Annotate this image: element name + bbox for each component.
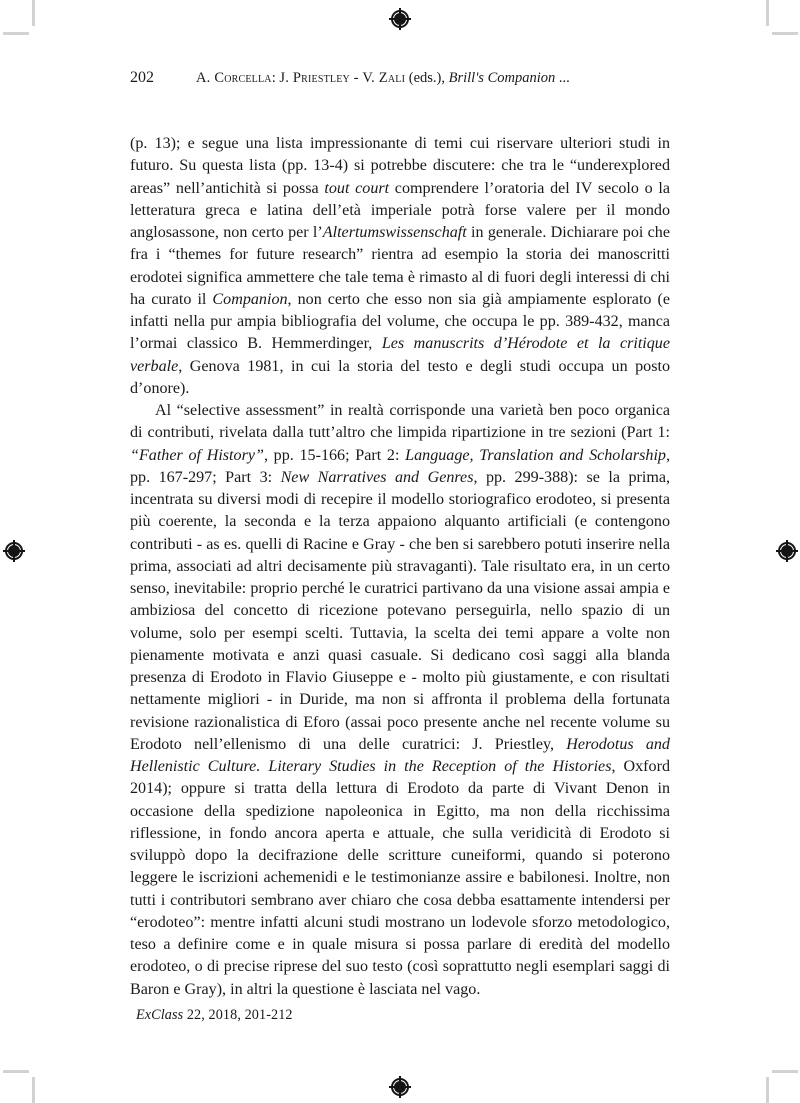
running-head-title: Brill's Companion bbox=[448, 70, 556, 86]
text-run: , non certo che esso non sia già ampiamente esplorato (e infatti nella pur ampia bibliografia del volume, che occupa le pp. 389-432, manca l’ormai classico B. Hemmerdinger, bbox=[130, 290, 670, 353]
italic-run: tout court bbox=[324, 179, 390, 197]
crop-mark-top-right-vertical bbox=[766, 0, 769, 26]
italic-run: “Father of History” bbox=[130, 446, 264, 464]
running-head-separator: : bbox=[271, 70, 280, 86]
running-head-editors-note: (eds.), bbox=[405, 70, 449, 86]
text-run: in generale. Dichiarare poi che fra i “themes for future research” rientra ad esempio la storia dei manoscritti erodotei significa ammettere che tale tema è rimasto al di fuori degli interessi di chi ha curato il bbox=[130, 224, 670, 308]
colophon-citation: 22, 2018, 201-212 bbox=[183, 1007, 293, 1023]
crop-mark-bottom-left-vertical bbox=[32, 1077, 35, 1103]
running-head-editors: J. Priestley - V. Zali bbox=[279, 70, 406, 86]
running-head bbox=[130, 68, 675, 88]
text-run: Al “selective assessment” in realtà corrisponde una varietà ben poco organica di contributi, rivelata dalla tutt’altro che limpida ripartizione in tre sezioni (Part 1: bbox=[130, 402, 670, 442]
paragraph-1 bbox=[130, 133, 670, 400]
colophon bbox=[136, 1006, 293, 1025]
crop-mark-top-right-horizontal bbox=[772, 32, 798, 35]
registration-mark-right bbox=[776, 540, 798, 562]
registration-mark-left bbox=[3, 540, 25, 562]
paragraph-2 bbox=[130, 400, 670, 1001]
text-run: (p. 13); e segue una lista impressionante di temi cui riservare ulteriori studi in futuro. Su questa lista (pp. 13-4) si potrebbe discutere: che tra le “underexplored areas” nell’antichità si possa bbox=[130, 135, 670, 197]
text-run: , Genova 1981, in cui la storia del testo e degli studi occupa un posto d’onore). bbox=[130, 357, 670, 397]
registration-dot bbox=[394, 13, 406, 25]
italic-run: Language, Translation and Scholarship bbox=[405, 446, 666, 464]
text-run: , Oxford 2014); oppure si tratta della lettura di Erodoto da parte di Vivant Denon in occasione della spedizione napoleonica in Egitto, ma non della ricchissima riflessione, in fondo ancora aperta e attuale, che sulla veridicità di Erodoto si sviluppò dopo la decifrazione delle scritture cuneiformi, quando si poterono leggere le iscrizioni achemenidi e le testimonianze assire e babilonesi. Inoltre, non tutti i contributori sembrano aver chiaro che cosa debba esattamente intendersi per “erodoteo”: mentre infatti alcuni studi mostrano un lodevole sforzo metodologico, teso a definire come e in quale misura si possa parlare di eredità del modello erodoteo, o di precise riprese del suo testo (così soprattutto negli esemplari saggi di Baron e Gray), in altri la questione è lasciata nel vago. bbox=[130, 758, 670, 998]
registration-mark-top bbox=[389, 8, 411, 30]
running-head-ellipsis: ... bbox=[555, 70, 570, 86]
text-run: comprendere l’oratoria del IV secolo o la letteratura greca e latina dell’età imperiale potrà forse valere per il mondo anglosassone, non certo per l’ bbox=[130, 179, 671, 241]
registration-dot bbox=[394, 1081, 406, 1093]
italic-run: Companion bbox=[212, 290, 288, 308]
colophon-journal: ExClass bbox=[136, 1007, 184, 1023]
registration-dot bbox=[8, 545, 20, 557]
crop-mark-top-left-horizontal bbox=[3, 32, 29, 35]
crop-mark-top-left-vertical bbox=[32, 0, 35, 26]
text-run: , pp. 167-297; Part 3: bbox=[130, 446, 670, 486]
italic-run: Les manuscrits d’Hérodote et la critique verbale bbox=[130, 335, 670, 375]
crop-mark-bottom-right-horizontal bbox=[772, 1070, 798, 1073]
italic-run: Altertumswissenschaft bbox=[322, 224, 467, 241]
italic-run: New Narratives and Genres bbox=[280, 468, 474, 486]
running-head-author: A. Corcella bbox=[196, 70, 272, 86]
italic-run: Herodotus and Hellenistic Culture. Literary Studies in the Reception of the Histories bbox=[130, 735, 670, 775]
body-text bbox=[130, 133, 670, 1001]
crop-mark-bottom-left-horizontal bbox=[3, 1070, 29, 1073]
registration-mark-bottom bbox=[389, 1076, 411, 1098]
text-run: , pp. 15-166; Part 2: bbox=[263, 446, 406, 464]
text-run: , pp. 299-388): se la prima, incentrata su diversi modi di recepire il modello storiografico erodoteo, si presenta più coerente, la seconda e la terza appaiono alquanto artificiali (e contengono contributi - as es. quelli di Racine e Gray - che ben si sarebbero potuti inserire nella prima, associati ad altri decisamente più stravaganti). Tale risultato era, in un certo senso, inevitabile: proprio perché le curatrici partivano da una visione assai ampia e ambiziosa del concetto di ricezione potevano perseguirla, nello spazio di un volume, solo per esempi scelti. Tuttavia, la scelta dei temi appare a volte non pienamente motivata e anzi quasi casuale. Si dedicano così saggi alla blanda presenza di Erodoto in Flavio Giuseppe e - molto più giustamente, e con risultati nettamente migliori - in Duride, ma non si affronta il problema della fortunata revisione razionalistica di Eforo (assai poco presente anche nel recente volume su Erodoto nell’ellenismo di una delle curatrici: J. Priestley, bbox=[130, 468, 671, 753]
crop-mark-bottom-right-vertical bbox=[766, 1077, 769, 1103]
registration-dot bbox=[781, 545, 793, 557]
page-number: 202 bbox=[130, 69, 154, 86]
